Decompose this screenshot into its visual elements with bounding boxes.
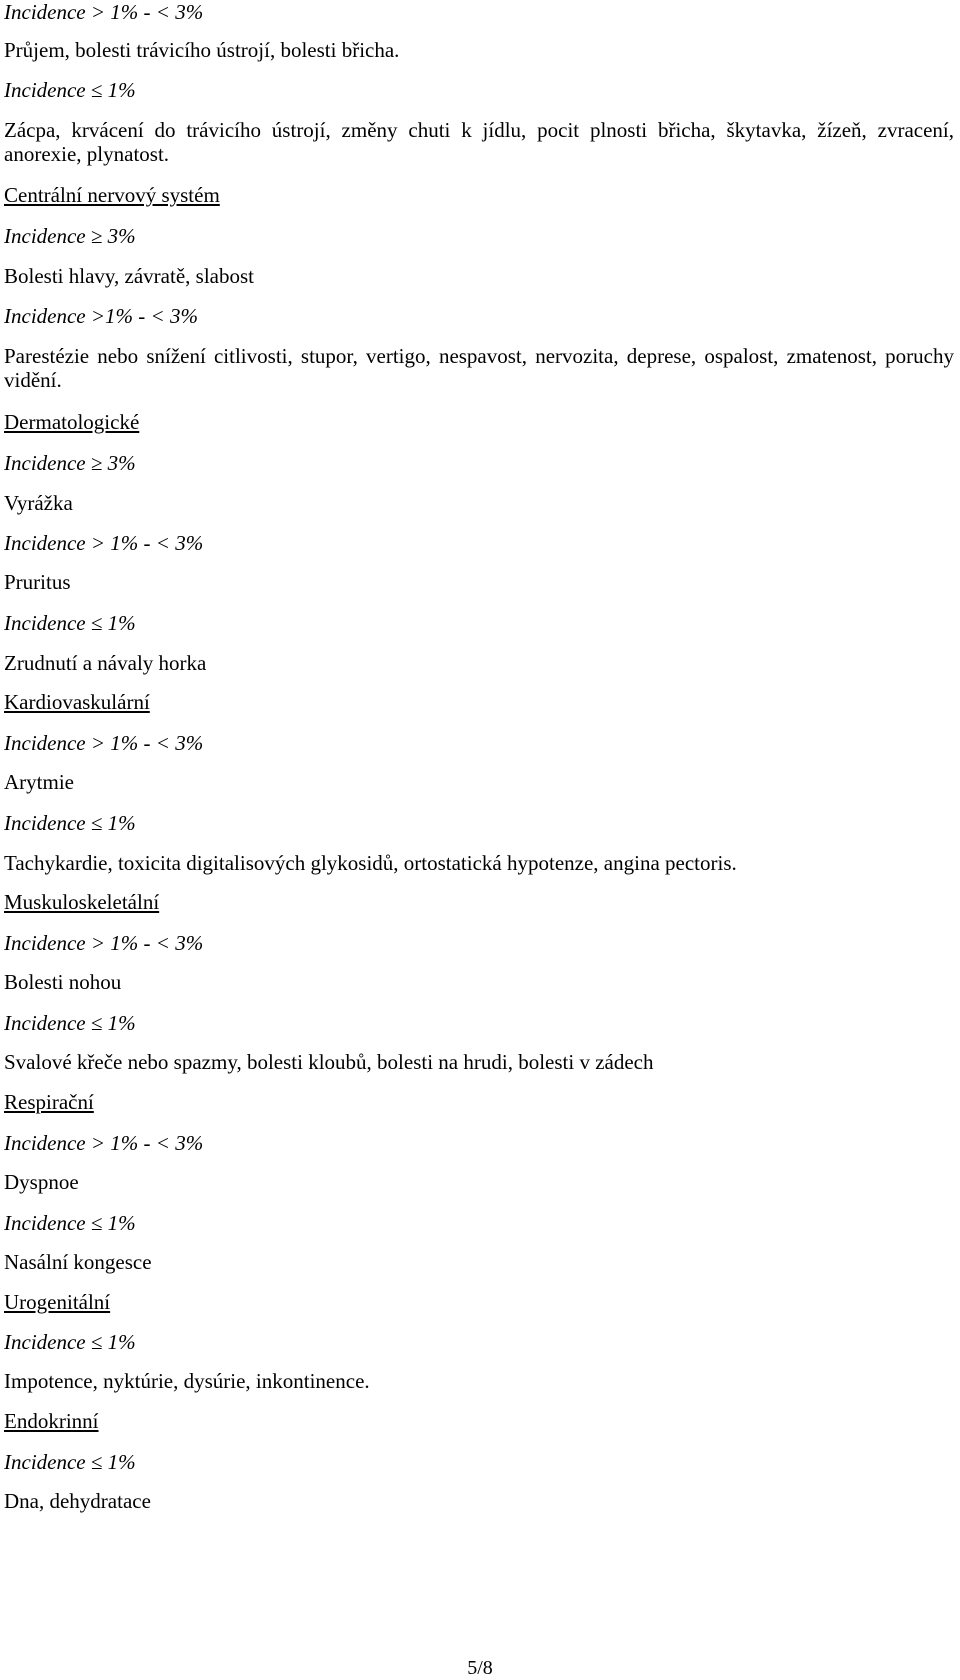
incidence-label: Incidence > 1% - < 3% <box>4 531 204 555</box>
paragraph: Zácpa, krvácení do trávicího ústrojí, změny chuti k jídlu, pocit plnosti břicha, škytavka, žízeň, zvracení, anorexie, plynatost. <box>4 118 954 166</box>
paragraph: Pruritus <box>4 570 71 594</box>
section-heading: Centrální nervový systém <box>4 183 220 207</box>
section-heading: Urogenitální <box>4 1290 111 1314</box>
incidence-label: Incidence > 1% - < 3% <box>4 1131 204 1155</box>
incidence-label: Incidence > 1% - < 3% <box>4 0 204 24</box>
section-heading: Kardiovaskulární <box>4 690 150 714</box>
paragraph: Svalové křeče nebo spazmy, bolesti kloubů, bolesti na hrudi, bolesti v zádech <box>4 1050 654 1074</box>
page-number: 5/8 <box>467 1657 493 1679</box>
paragraph: Nasální kongesce <box>4 1250 152 1274</box>
paragraph: Bolesti hlavy, závratě, slabost <box>4 264 254 288</box>
section-heading: Endokrinní <box>4 1409 99 1433</box>
incidence-label: Incidence ≤ 1% <box>4 1211 136 1235</box>
section-heading: Muskuloskeletální <box>4 890 160 914</box>
paragraph: Arytmie <box>4 770 74 794</box>
paragraph: Dyspnoe <box>4 1170 79 1194</box>
incidence-label: Incidence >1% - < 3% <box>4 304 198 328</box>
section-heading: Respirační <box>4 1090 94 1114</box>
paragraph: Impotence, nyktúrie, dysúrie, inkontinence. <box>4 1369 370 1393</box>
paragraph: Zrudnutí a návaly horka <box>4 651 207 675</box>
paragraph: Bolesti nohou <box>4 970 122 994</box>
incidence-label: Incidence ≤ 1% <box>4 1330 136 1354</box>
incidence-label: Incidence ≤ 1% <box>4 1450 136 1474</box>
paragraph: Tachykardie, toxicita digitalisových glykosidů, ortostatická hypotenze, angina pectoris. <box>4 851 737 875</box>
paragraph: Parestézie nebo snížení citlivosti, stupor, vertigo, nespavost, nervozita, deprese, ospalost, zmatenost, poruchy vidění. <box>4 344 954 392</box>
incidence-label: Incidence ≤ 1% <box>4 78 136 102</box>
paragraph: Průjem, bolesti trávicího ústrojí, bolesti břicha. <box>4 38 400 62</box>
incidence-label: Incidence ≤ 1% <box>4 611 136 635</box>
incidence-label: Incidence ≤ 1% <box>4 811 136 835</box>
incidence-label: Incidence ≥ 3% <box>4 451 136 475</box>
incidence-label: Incidence ≥ 3% <box>4 224 136 248</box>
incidence-label: Incidence > 1% - < 3% <box>4 931 204 955</box>
incidence-label: Incidence > 1% - < 3% <box>4 731 204 755</box>
incidence-label: Incidence ≤ 1% <box>4 1011 136 1035</box>
section-heading: Dermatologické <box>4 410 140 434</box>
paragraph: Vyrážka <box>4 491 73 515</box>
paragraph: Dna, dehydratace <box>4 1489 151 1513</box>
